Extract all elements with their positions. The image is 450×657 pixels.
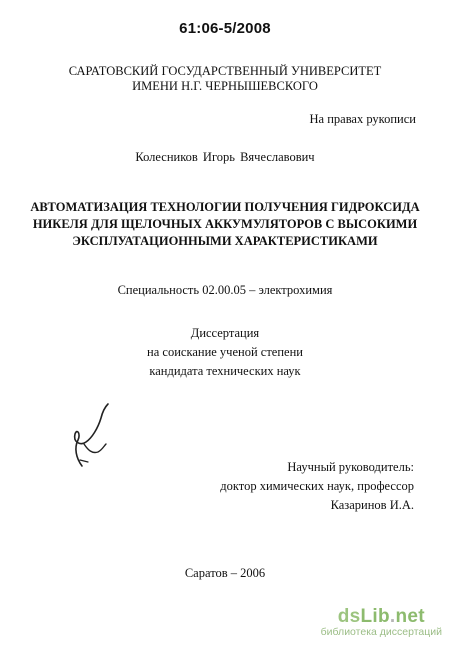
specialty: Специальность 02.00.05 – электрохимия: [117, 283, 333, 297]
watermark-subtitle: библиотека диссертаций: [320, 626, 442, 638]
dissertation-title: [0, 199, 450, 250]
advisor-degree: доктор химических наук, профессор: [220, 479, 414, 493]
degree-line-3: кандидата технических наук: [149, 364, 301, 378]
university-name: [0, 64, 450, 94]
advisor-name: Казаринов И.А.: [330, 498, 414, 512]
city-year: Саратов – 2006: [184, 566, 266, 580]
dslib-logo: dsLib.net: [337, 606, 425, 627]
manuscript-rights-note: На правах рукописи: [309, 112, 416, 126]
author-name: Колесников Игорь Вячеславович: [135, 150, 315, 164]
degree-line-2: на соискание ученой степени: [147, 345, 303, 359]
scientific-advisor: [220, 458, 414, 515]
advisor-label: Научный руководитель:: [287, 460, 414, 474]
title-line-3: ЭКСПЛУАТАЦИОННЫМИ ХАРАКТЕРИСТИКАМИ: [72, 234, 378, 248]
handwritten-signature: [68, 400, 118, 472]
title-line-1: АВТОМАТИЗАЦИЯ ТЕХНОЛОГИИ ПОЛУЧЕНИЯ ГИДРОКСИДА: [30, 200, 420, 214]
university-line-1: САРАТОВСКИЙ ГОСУДАРСТВЕННЫЙ УНИВЕРСИТЕТ: [68, 64, 382, 78]
degree-statement: [0, 324, 450, 381]
archive-code: 61:06-5/2008: [179, 20, 271, 37]
degree-line-1: Диссертация: [190, 326, 260, 340]
title-line-2: НИКЕЛЯ ДЛЯ ЩЕЛОЧНЫХ АККУМУЛЯТОРОВ С ВЫСОКИМИ: [32, 217, 418, 231]
dslib-watermark: [321, 606, 442, 638]
university-line-2: ИМЕНИ Н.Г. ЧЕРНЫШЕВСКОГО: [132, 79, 318, 93]
